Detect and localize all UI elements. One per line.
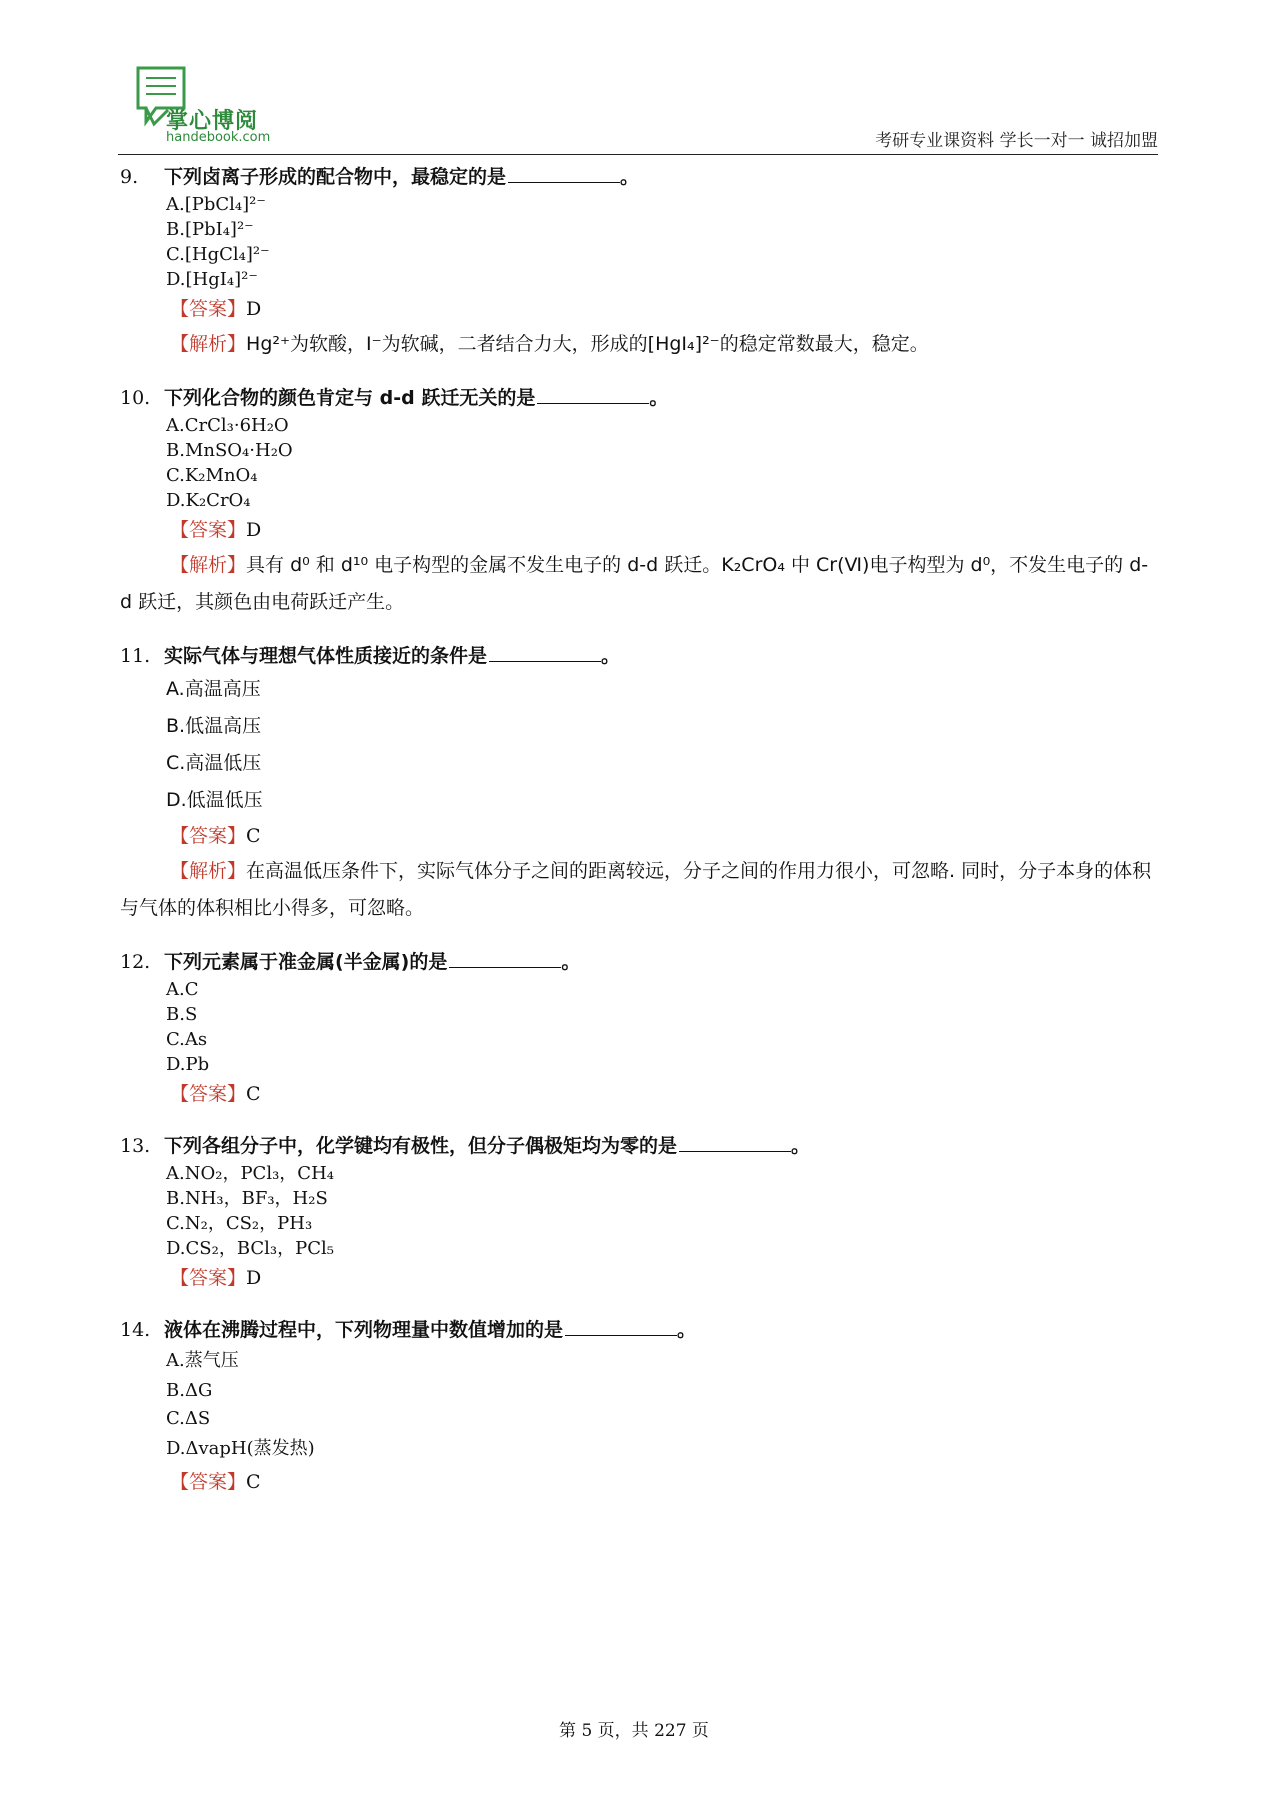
answer-value: D: [246, 298, 262, 320]
answer-label: 答案: [189, 519, 228, 541]
answer-value: C: [246, 1083, 261, 1105]
question-end: 。: [791, 1135, 811, 1157]
question-text: 下列各组分子中，化学键均有极性，但分子偶极矩均为零的是: [164, 1135, 678, 1157]
answer-label: 答案: [189, 1267, 228, 1289]
option-a: A.高温高压: [166, 678, 261, 700]
question-end: 。: [649, 387, 669, 409]
answer-blank: [565, 1317, 677, 1336]
answer-blank: [449, 949, 561, 968]
explain-label: 解析: [189, 860, 228, 882]
option-a: A.蒸气压: [166, 1350, 239, 1371]
answer-blank: [679, 1133, 791, 1152]
question-end: 。: [620, 166, 640, 188]
question-number: 12.: [120, 951, 151, 973]
option-d: D.[HgI₄]²⁻: [166, 269, 258, 290]
question-10: [120, 383, 1160, 621]
option-c: C.ΔS: [166, 1408, 211, 1429]
question-title: [120, 947, 1160, 977]
question-13: [120, 1131, 1160, 1295]
option-a: A.C: [166, 979, 199, 1000]
question-title: [120, 1131, 1160, 1161]
option-c: C.[HgCl₄]²⁻: [166, 244, 270, 265]
option-a: A.[PbCl₄]²⁻: [166, 194, 266, 215]
option-d: D.ΔvapH(蒸发热): [166, 1438, 315, 1459]
option-d: D.低温低压: [166, 789, 263, 811]
question-end: 。: [561, 951, 581, 973]
answer-line: 【答案】C: [170, 1083, 261, 1105]
question-number: 13.: [120, 1135, 151, 1157]
explanation-text: Hg²⁺为软酸，I⁻为软碱，二者结合力大，形成的[HgI₄]²⁻的稳定常数最大，稳定。: [246, 333, 929, 355]
option-a: A.NO₂，PCl₃，CH₄: [166, 1163, 334, 1184]
option-b: B.低温高压: [166, 715, 262, 737]
option-b: B.[PbI₄]²⁻: [166, 219, 254, 240]
answer-value: C: [246, 1471, 261, 1493]
question-end: 。: [677, 1319, 697, 1341]
question-text: 实际气体与理想气体性质接近的条件是: [164, 645, 488, 667]
question-title: [120, 1315, 1160, 1345]
question-text: 液体在沸腾过程中，下列物理量中数值增加的是: [164, 1319, 564, 1341]
header-divider: [118, 154, 1158, 155]
answer-value: D: [246, 519, 262, 541]
option-b: B.MnSO₄·H₂O: [166, 440, 293, 461]
question-number: 9.: [120, 166, 139, 188]
option-c: C.N₂，CS₂，PH₃: [166, 1213, 313, 1234]
page-header: [118, 56, 1158, 156]
answer-line: 【答案】C: [170, 825, 261, 847]
explanation: 【解析】在高温低压条件下，实际气体分子之间的距离较远，分子之间的作用力很小，可忽略. 同时，分子本身的体积与气体的体积相比小得多，可忽略。: [120, 860, 1152, 919]
page-footer: 第 5 页，共 227 页: [559, 1721, 709, 1741]
question-number: 11.: [120, 645, 151, 667]
question-title: [120, 641, 1160, 671]
logo-subtitle: handebook.com: [166, 130, 271, 145]
answer-line: 【答案】D: [170, 1267, 262, 1289]
option-b: B.NH₃，BF₃，H₂S: [166, 1188, 328, 1209]
question-title: [120, 162, 1160, 192]
answer-blank: [508, 164, 620, 183]
answer-line: 【答案】C: [170, 1471, 261, 1493]
option-d: D.Pb: [166, 1054, 210, 1075]
answer-label: 答案: [189, 825, 228, 847]
question-text: 下列卤离子形成的配合物中，最稳定的是: [164, 166, 507, 188]
option-b: B.S: [166, 1004, 198, 1025]
page-content: [120, 162, 1160, 1519]
option-c: C.高温低压: [166, 752, 262, 774]
question-number: 14.: [120, 1319, 151, 1341]
answer-blank: [489, 643, 601, 662]
answer-blank: [537, 385, 649, 404]
answer-value: D: [246, 1267, 262, 1289]
question-11: [120, 641, 1160, 927]
option-c: C.As: [166, 1029, 208, 1050]
explanation: 【解析】Hg²⁺为软酸，I⁻为软碱，二者结合力大，形成的[HgI₄]²⁻的稳定常数最大，稳定。: [170, 333, 929, 355]
answer-line: 【答案】D: [170, 298, 262, 320]
header-slogan: 考研专业课资料 学长一对一 诚招加盟: [875, 131, 1158, 151]
option-c: C.K₂MnO₄: [166, 465, 258, 486]
question-14: [120, 1315, 1160, 1499]
question-9: [120, 162, 1160, 363]
option-d: D.K₂CrO₄: [166, 490, 251, 511]
explain-label: 解析: [189, 333, 228, 355]
question-12: [120, 947, 1160, 1111]
question-end: 。: [601, 645, 621, 667]
explanation-text: 具有 d⁰ 和 d¹⁰ 电子构型的金属不发生电子的 d-d 跃迁。K₂CrO₄ 中 Cr(Ⅵ)电子构型为 d⁰，不发生电子的 d-d 跃迁，其颜色由电荷跃迁产生。: [120, 554, 1149, 613]
question-title: [120, 383, 1160, 413]
answer-value: C: [246, 825, 261, 847]
question-text: 下列化合物的颜色肯定与 d-d 跃迁无关的是: [164, 387, 536, 409]
explain-label: 解析: [189, 554, 228, 576]
answer-label: 答案: [189, 298, 228, 320]
question-text: 下列元素属于准金属(半金属)的是: [164, 951, 448, 973]
option-d: D.CS₂，BCl₃，PCl₅: [166, 1238, 334, 1259]
explanation-text: 在高温低压条件下，实际气体分子之间的距离较远，分子之间的作用力很小，可忽略. 同时，分子本身的体积与气体的体积相比小得多，可忽略。: [120, 860, 1152, 919]
answer-label: 答案: [189, 1471, 228, 1493]
explanation: 【解析】具有 d⁰ 和 d¹⁰ 电子构型的金属不发生电子的 d-d 跃迁。K₂CrO₄ 中 Cr(Ⅵ)电子构型为 d⁰，不发生电子的 d-d 跃迁，其颜色由电荷跃迁产生。: [120, 554, 1149, 613]
option-b: B.ΔG: [166, 1380, 213, 1401]
answer-label: 答案: [189, 1083, 228, 1105]
question-number: 10.: [120, 387, 151, 409]
option-a: A.CrCl₃·6H₂O: [166, 415, 289, 436]
logo-text: 掌心博阅: [166, 109, 259, 134]
answer-line: 【答案】D: [170, 519, 262, 541]
